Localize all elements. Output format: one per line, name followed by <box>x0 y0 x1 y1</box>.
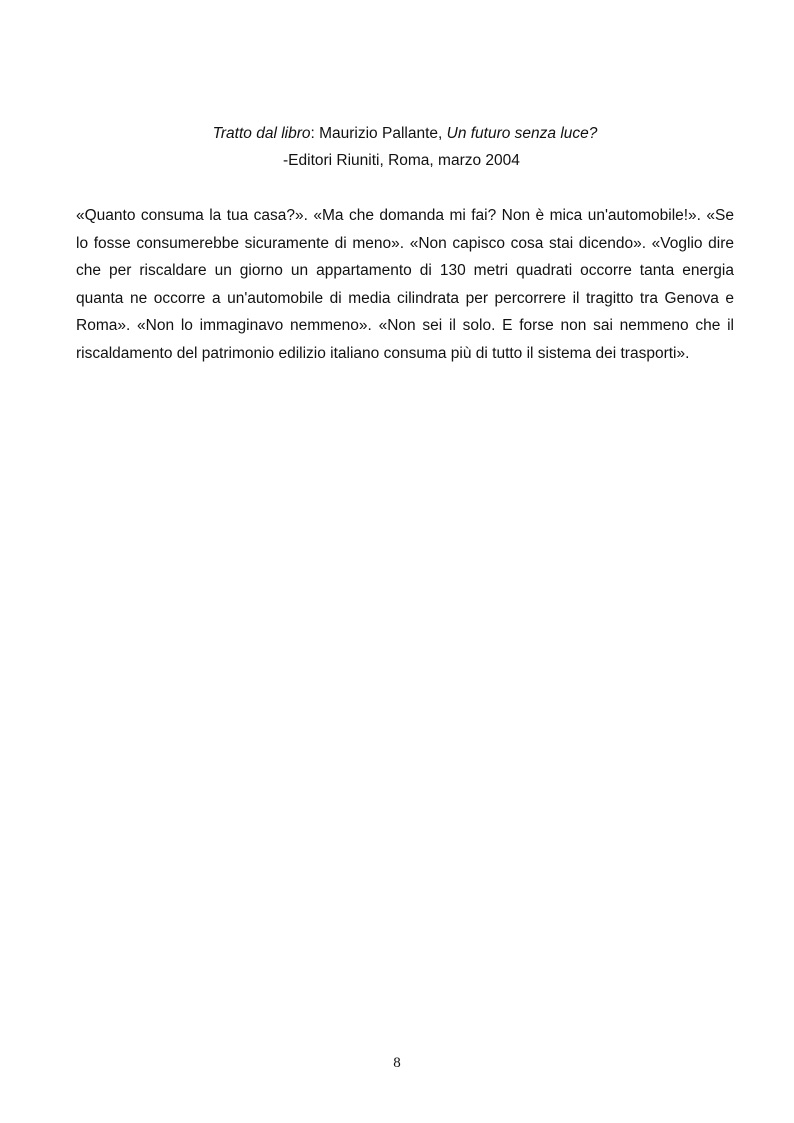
citation-source-line <box>0 120 794 147</box>
page-number: 8 <box>393 1055 401 1071</box>
citation-separator: : <box>310 125 320 142</box>
citation-source-label: Tratto dal libro <box>212 125 311 142</box>
body-paragraph: «Quanto consuma la tua casa?». «Ma che domanda mi fai? Non è mica un'automobile!». «Se lo fosse consumerebbe sicuramente di meno». «Non capisco cosa stai dicendo». «Voglio dire che per riscaldare un giorno un appartamento di 130 metri quadrati occorre tanta energia quanta ne occorre a un'automobile di media cilindrata per percorrere il tragitto tra Genova e Roma». «Non lo immaginavo nemmeno». «Non sei il solo. E forse non sai nemmeno che il riscaldamento del patrimonio edilizio italiano consuma più di tutto il sistema dei trasporti». <box>76 207 734 362</box>
book-citation <box>0 120 794 174</box>
citation-publisher: -Editori Riuniti, Roma, marzo 2004 <box>283 152 520 169</box>
citation-author: Maurizio Pallante, <box>319 125 447 142</box>
citation-book-title: Un futuro senza luce? <box>446 125 598 142</box>
